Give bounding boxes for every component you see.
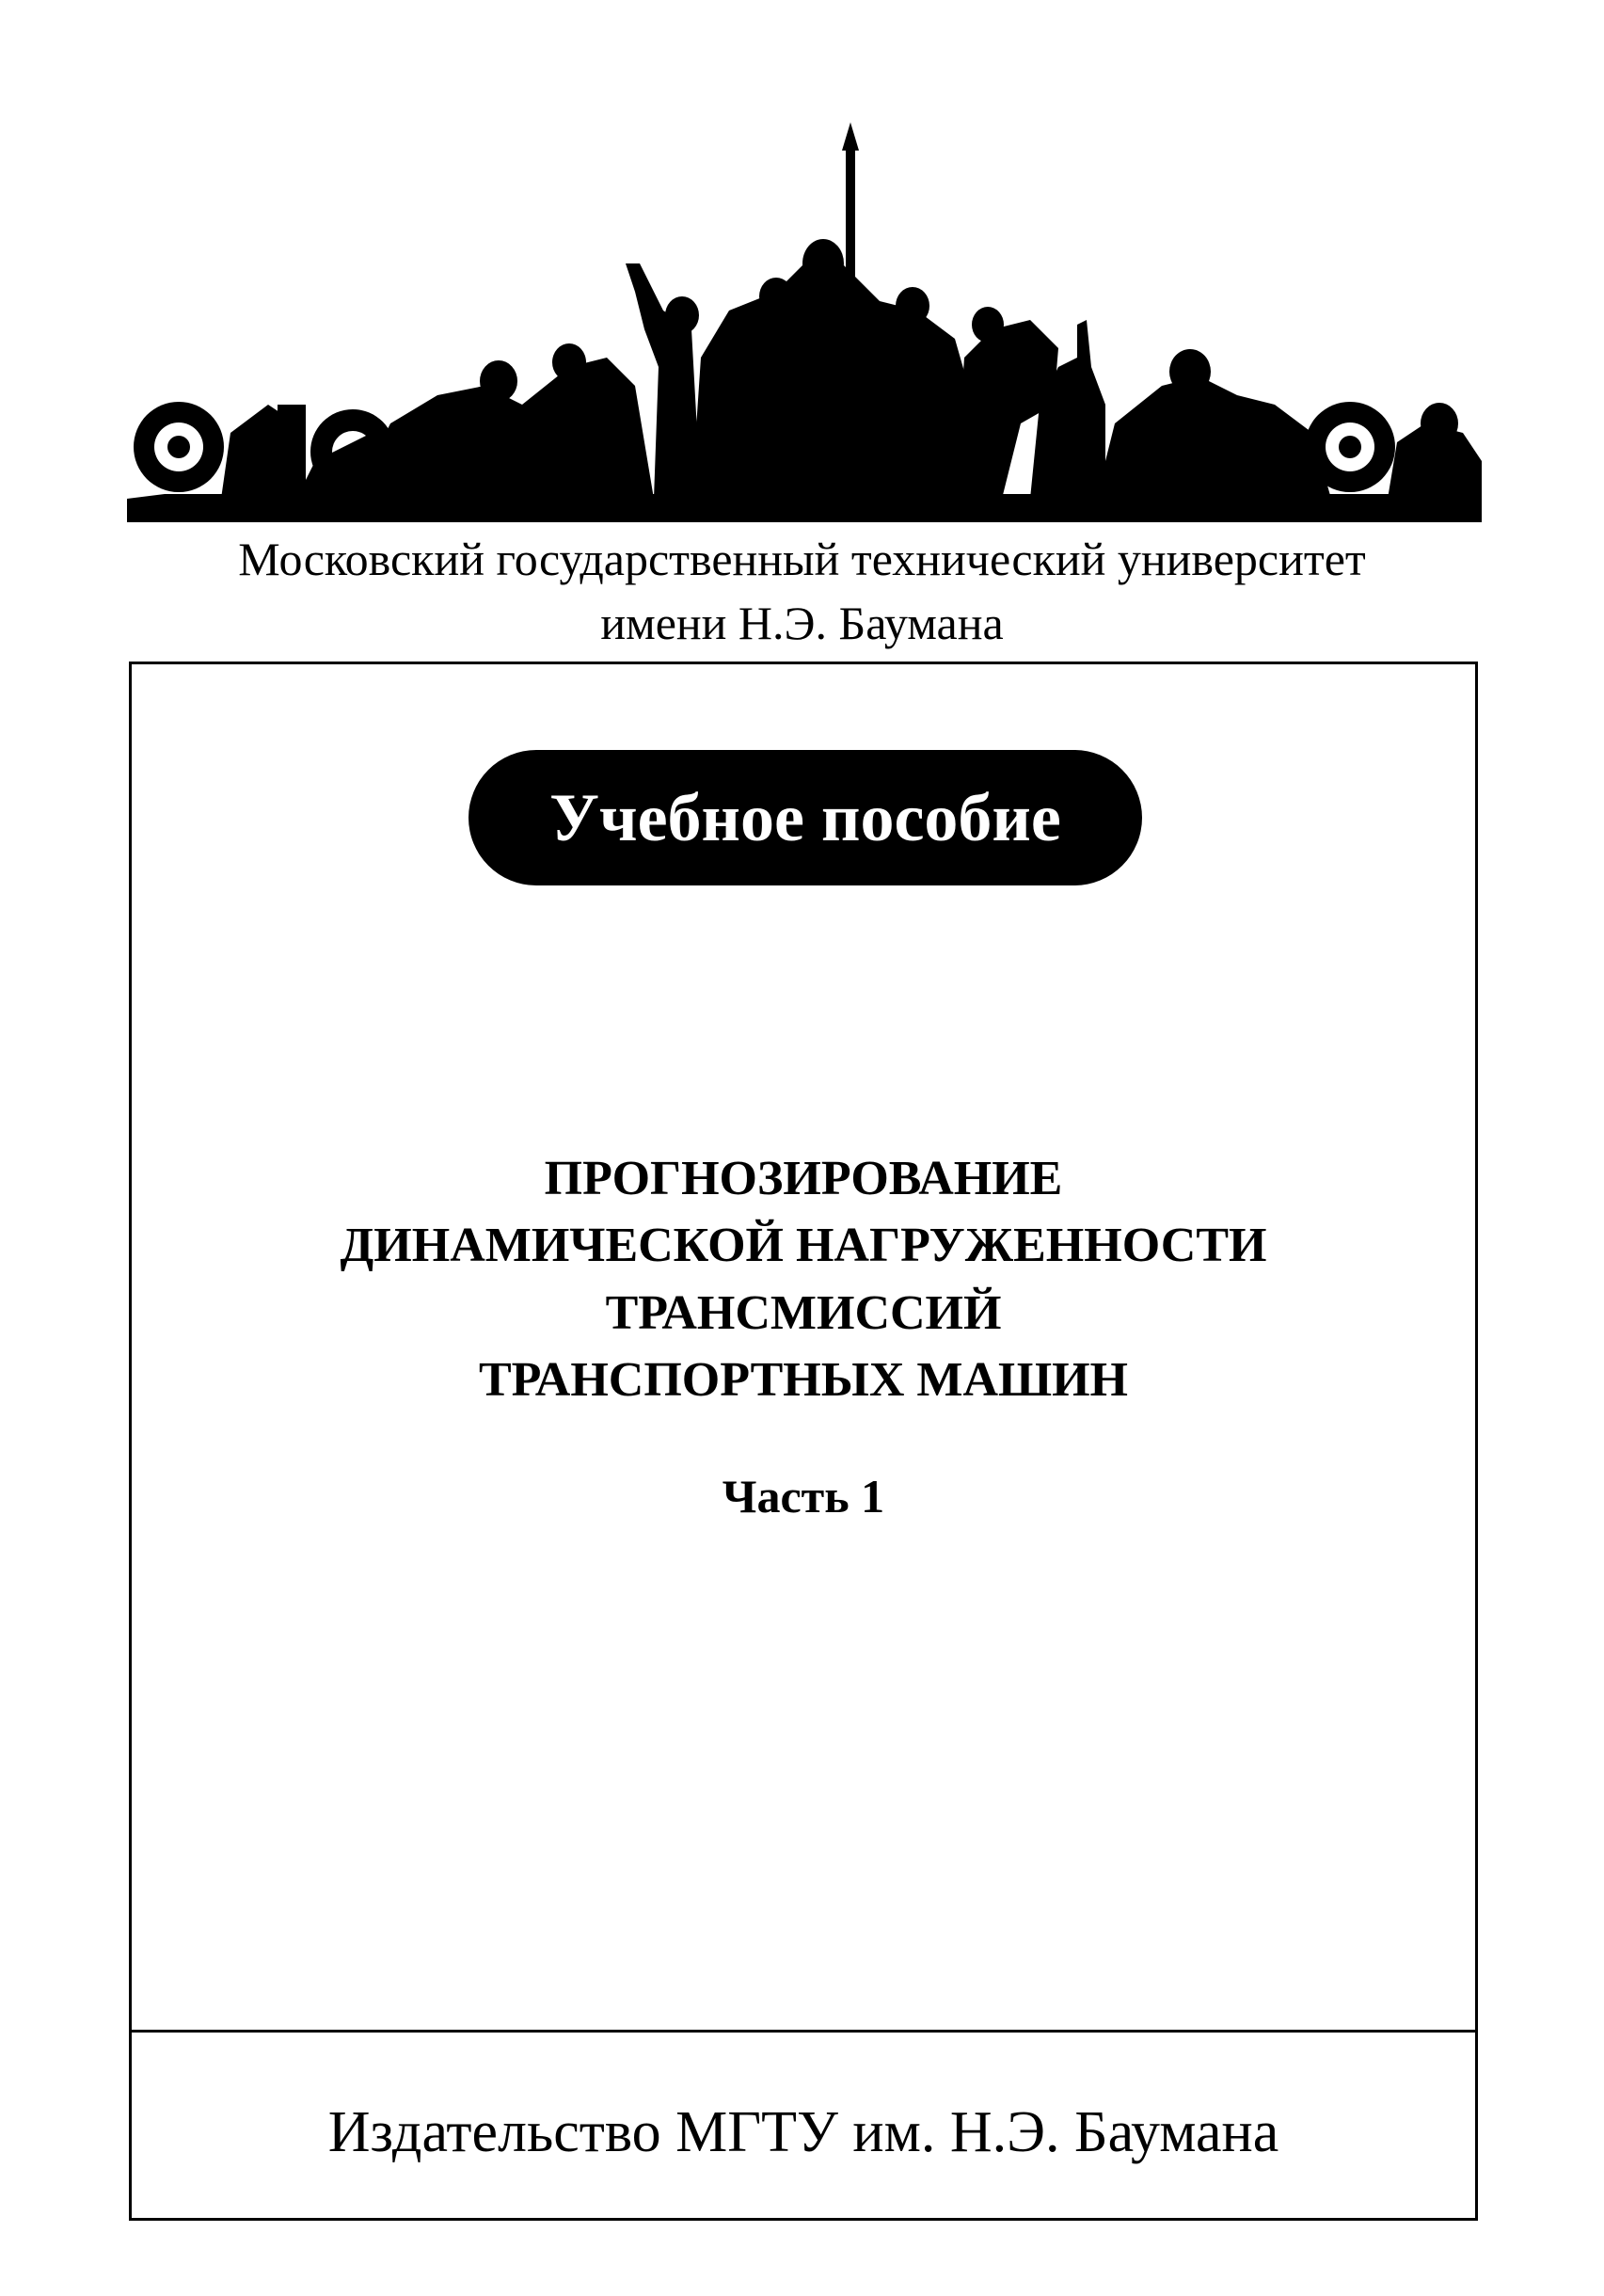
book-part: Часть 1 <box>722 1470 885 1523</box>
book-title-line: ПРОГНОЗИРОВАНИЕ <box>544 1152 1063 1205</box>
university-name-line1: Московский государственный технический университет <box>238 533 1366 585</box>
university-name-line2: имени Н.Э. Баумана <box>600 597 1004 649</box>
publisher-name: Издательство МГТУ им. Н.Э. Баумана <box>327 2100 1279 2164</box>
cover-frame <box>129 662 1478 2221</box>
book-title-line: ДИНАМИЧЕСКОЙ НАГРУЖЕННОСТИ <box>340 1219 1267 1272</box>
frame-divider <box>129 2030 1478 2033</box>
university-sculpture-frieze-icon <box>127 122 1482 527</box>
textbook-badge: Учебное пособие <box>468 750 1142 885</box>
book-title-line: ТРАНСПОРТНЫХ МАШИН <box>478 1353 1128 1407</box>
book-title-line: ТРАНСМИССИЙ <box>605 1286 1002 1340</box>
